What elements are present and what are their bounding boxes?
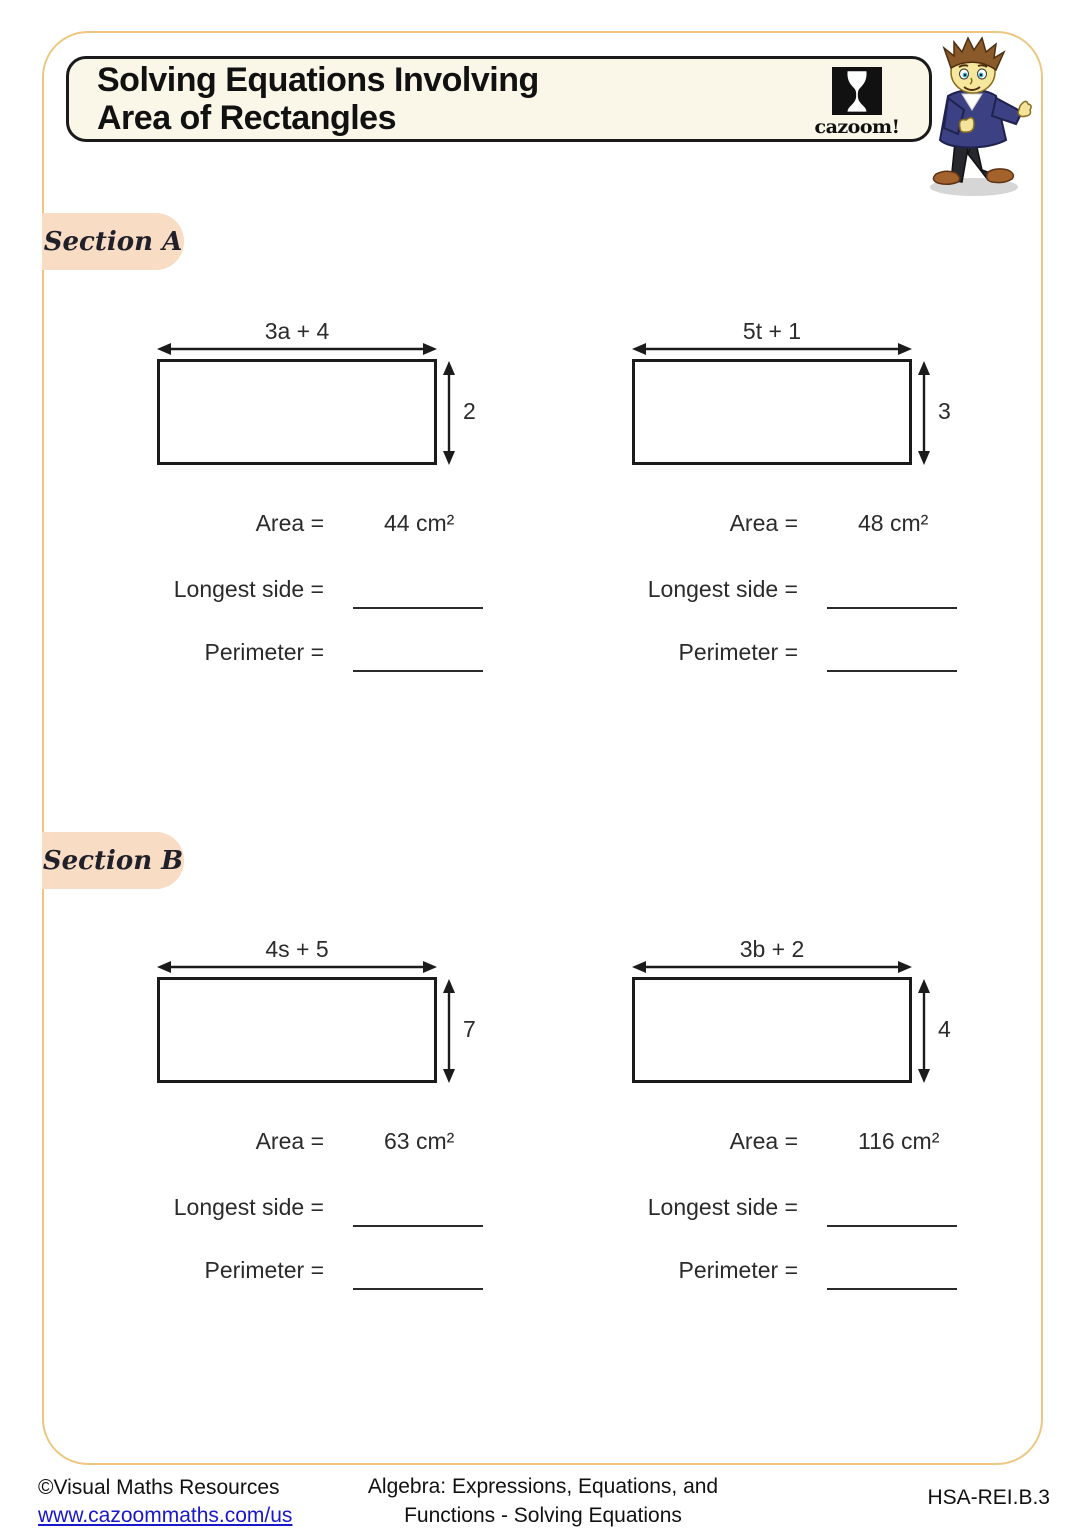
figure-a2: [632, 318, 972, 478]
figure-b1-width-label: 4s + 5: [265, 936, 329, 962]
height-arrow-icon: [441, 361, 457, 465]
page-title: [69, 61, 539, 137]
width-arrow-icon: [632, 959, 912, 975]
figure-a1: [157, 318, 497, 478]
area-value: 63 cm²: [384, 1128, 455, 1154]
area-value: 116 cm²: [858, 1128, 940, 1154]
perimeter-answer-line: [827, 670, 957, 672]
longest-side-answer-line: [353, 607, 483, 609]
answers-b2: [614, 1128, 959, 1308]
height-arrow-icon: [916, 361, 932, 465]
answers-a1: [140, 510, 485, 690]
perimeter-answer-line: [353, 670, 483, 672]
section-b-label: [42, 832, 184, 889]
cazoom-logo-text: cazoom!: [814, 116, 900, 138]
perimeter-label: Perimeter =: [204, 1257, 324, 1283]
cazoom-logo: [809, 67, 905, 139]
figure-a1-height-label: 2: [463, 397, 476, 424]
footer-topic: [343, 1472, 743, 1530]
figure-b2: [632, 936, 972, 1096]
figure-a2-height-label: 3: [938, 397, 951, 424]
rectangle-shape: [157, 977, 437, 1083]
perimeter-label: Perimeter =: [678, 639, 798, 665]
answers-b1: [140, 1128, 485, 1308]
longest-side-label: Longest side =: [173, 576, 324, 602]
perimeter-label: Perimeter =: [678, 1257, 798, 1283]
area-label: Area =: [255, 510, 324, 536]
cazoom-drum-icon: [832, 67, 882, 115]
area-value: 44 cm²: [384, 510, 455, 536]
figure-a1-width-label: 3a + 4: [264, 318, 330, 344]
rectangle-shape: [632, 977, 912, 1083]
answers-a2: [614, 510, 959, 690]
figure-a2-width-label: 5t + 1: [742, 318, 802, 344]
width-arrow-icon: [632, 341, 912, 357]
mascot-boy-illustration: [918, 36, 1046, 198]
footer-topic-line1: Algebra: Expressions, Equations, and: [367, 1475, 719, 1498]
perimeter-label: Perimeter =: [204, 639, 324, 665]
footer-topic-line2: Functions - Solving Equations: [404, 1504, 682, 1527]
longest-side-label: Longest side =: [647, 576, 798, 602]
figure-b2-width-label: 3b + 2: [739, 936, 805, 962]
section-a-label-text: Section A: [43, 226, 183, 257]
area-value: 48 cm²: [858, 510, 929, 536]
longest-side-label: Longest side =: [173, 1194, 324, 1220]
longest-side-answer-line: [827, 607, 957, 609]
perimeter-answer-line: [353, 1288, 483, 1290]
area-label: Area =: [729, 510, 798, 536]
page-title-line1: Solving Equations Involving: [97, 61, 539, 99]
footer-website-link[interactable]: www.cazoommaths.com/us: [38, 1504, 293, 1527]
footer-standard-code: HSA-REI.B.3: [927, 1486, 1050, 1509]
section-a-label: [42, 213, 184, 270]
longest-side-answer-line: [353, 1225, 483, 1227]
figure-b1: [157, 936, 497, 1096]
area-label: Area =: [729, 1128, 798, 1154]
perimeter-answer-line: [827, 1288, 957, 1290]
footer-attribution: [38, 1474, 292, 1530]
footer-copyright: ©Visual Maths Resources: [38, 1476, 280, 1499]
height-arrow-icon: [916, 979, 932, 1083]
area-label: Area =: [255, 1128, 324, 1154]
rectangle-shape: [632, 359, 912, 465]
figure-b1-height-label: 7: [463, 1015, 476, 1042]
section-b-label-text: Section B: [42, 845, 184, 876]
rectangle-shape: [157, 359, 437, 465]
longest-side-answer-line: [827, 1225, 957, 1227]
page-title-line2: Area of Rectangles: [97, 99, 396, 137]
height-arrow-icon: [441, 979, 457, 1083]
title-box: [66, 56, 932, 142]
figure-b2-height-label: 4: [938, 1015, 951, 1042]
longest-side-label: Longest side =: [647, 1194, 798, 1220]
width-arrow-icon: [157, 959, 437, 975]
width-arrow-icon: [157, 341, 437, 357]
